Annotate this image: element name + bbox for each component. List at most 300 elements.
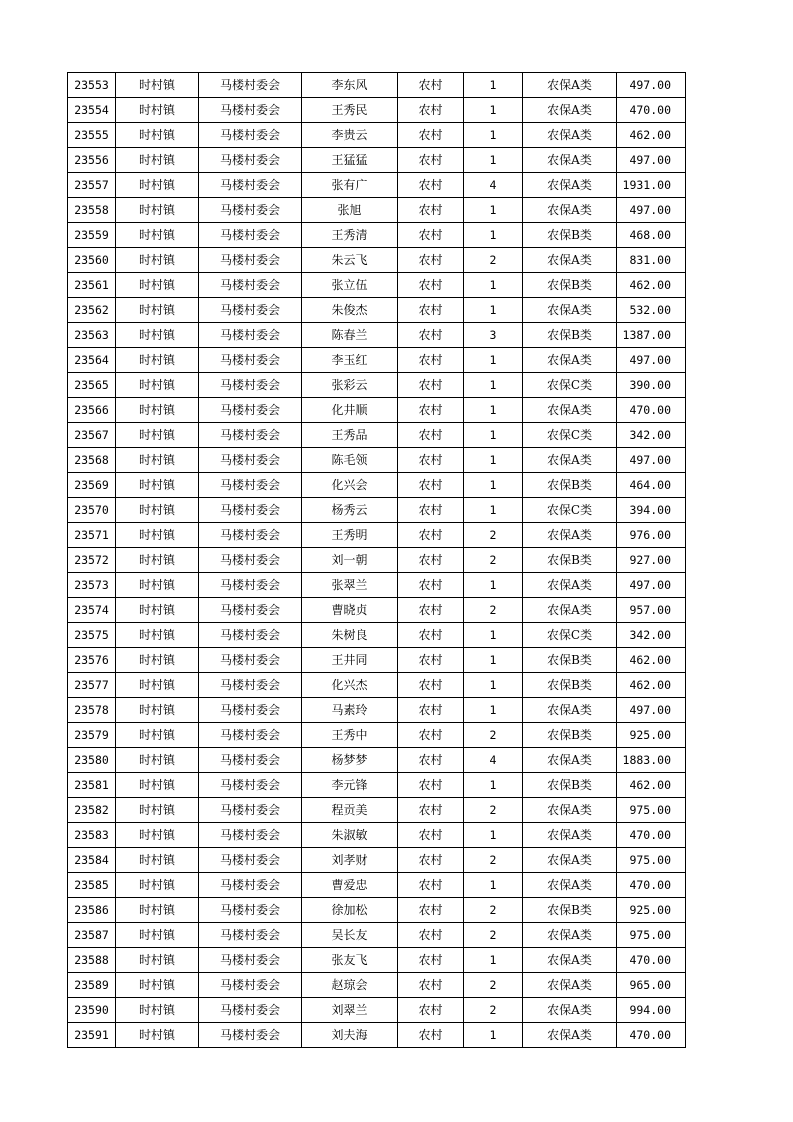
name-cell: 朱俊杰: [302, 298, 398, 323]
area-type-cell: 农村: [398, 773, 464, 798]
area-type-cell: 农村: [398, 98, 464, 123]
category-cell: 农保A类: [523, 923, 617, 948]
town-cell: 时村镇: [116, 698, 199, 723]
area-type-cell: 农村: [398, 473, 464, 498]
category-cell: 农保C类: [523, 423, 617, 448]
amount-cell: 497.00: [617, 198, 686, 223]
household-count-cell: 1: [464, 273, 523, 298]
household-count-cell: 1: [464, 498, 523, 523]
name-cell: 李贵云: [302, 123, 398, 148]
table-row: [68, 598, 686, 623]
category-cell: 农保A类: [523, 298, 617, 323]
row-id-cell: 23583: [68, 823, 116, 848]
table-row: [68, 998, 686, 1023]
category-cell: 农保B类: [523, 473, 617, 498]
category-cell: 农保A类: [523, 998, 617, 1023]
household-count-cell: 2: [464, 923, 523, 948]
name-cell: 王秀明: [302, 523, 398, 548]
table-row: [68, 223, 686, 248]
category-cell: 农保B类: [523, 323, 617, 348]
table-row: [68, 298, 686, 323]
table-row: [68, 948, 686, 973]
household-count-cell: 2: [464, 248, 523, 273]
row-id-cell: 23558: [68, 198, 116, 223]
category-cell: 农保A类: [523, 948, 617, 973]
household-count-cell: 2: [464, 798, 523, 823]
town-cell: 时村镇: [116, 873, 199, 898]
row-id-cell: 23572: [68, 548, 116, 573]
name-cell: 王秀清: [302, 223, 398, 248]
area-type-cell: 农村: [398, 998, 464, 1023]
category-cell: 农保B类: [523, 223, 617, 248]
household-count-cell: 1: [464, 398, 523, 423]
amount-cell: 390.00: [617, 373, 686, 398]
area-type-cell: 农村: [398, 748, 464, 773]
town-cell: 时村镇: [116, 748, 199, 773]
table-row: [68, 448, 686, 473]
town-cell: 时村镇: [116, 973, 199, 998]
table-row: [68, 548, 686, 573]
table-row: [68, 198, 686, 223]
area-type-cell: 农村: [398, 248, 464, 273]
table-row: [68, 248, 686, 273]
village-cell: 马楼村委会: [199, 398, 302, 423]
row-id-cell: 23570: [68, 498, 116, 523]
name-cell: 张有广: [302, 173, 398, 198]
category-cell: 农保A类: [523, 73, 617, 98]
name-cell: 化兴杰: [302, 673, 398, 698]
village-cell: 马楼村委会: [199, 148, 302, 173]
village-cell: 马楼村委会: [199, 573, 302, 598]
village-cell: 马楼村委会: [199, 423, 302, 448]
town-cell: 时村镇: [116, 523, 199, 548]
village-cell: 马楼村委会: [199, 223, 302, 248]
row-id-cell: 23585: [68, 873, 116, 898]
town-cell: 时村镇: [116, 448, 199, 473]
area-type-cell: 农村: [398, 498, 464, 523]
village-cell: 马楼村委会: [199, 498, 302, 523]
name-cell: 陈春兰: [302, 323, 398, 348]
row-id-cell: 23556: [68, 148, 116, 173]
amount-cell: 976.00: [617, 523, 686, 548]
area-type-cell: 农村: [398, 948, 464, 973]
table-row: [68, 423, 686, 448]
town-cell: 时村镇: [116, 98, 199, 123]
village-cell: 马楼村委会: [199, 248, 302, 273]
town-cell: 时村镇: [116, 423, 199, 448]
household-count-cell: 1: [464, 1023, 523, 1048]
area-type-cell: 农村: [398, 273, 464, 298]
village-cell: 马楼村委会: [199, 73, 302, 98]
name-cell: 化井顺: [302, 398, 398, 423]
row-id-cell: 23590: [68, 998, 116, 1023]
town-cell: 时村镇: [116, 148, 199, 173]
category-cell: 农保A类: [523, 173, 617, 198]
table-row: [68, 123, 686, 148]
name-cell: 刘夫海: [302, 1023, 398, 1048]
household-count-cell: 1: [464, 348, 523, 373]
name-cell: 张翠兰: [302, 573, 398, 598]
row-id-cell: 23565: [68, 373, 116, 398]
household-count-cell: 1: [464, 473, 523, 498]
row-id-cell: 23577: [68, 673, 116, 698]
amount-cell: 975.00: [617, 848, 686, 873]
town-cell: 时村镇: [116, 173, 199, 198]
row-id-cell: 23553: [68, 73, 116, 98]
area-type-cell: 农村: [398, 1023, 464, 1048]
table-row: [68, 73, 686, 98]
category-cell: 农保A类: [523, 873, 617, 898]
row-id-cell: 23566: [68, 398, 116, 423]
table-row: [68, 173, 686, 198]
town-cell: 时村镇: [116, 998, 199, 1023]
category-cell: 农保A类: [523, 973, 617, 998]
name-cell: 朱淑敏: [302, 823, 398, 848]
table-row: [68, 398, 686, 423]
category-cell: 农保A类: [523, 198, 617, 223]
household-count-cell: 1: [464, 298, 523, 323]
table-row: [68, 673, 686, 698]
area-type-cell: 农村: [398, 723, 464, 748]
household-count-cell: 1: [464, 873, 523, 898]
table-row: [68, 748, 686, 773]
area-type-cell: 农村: [398, 323, 464, 348]
row-id-cell: 23575: [68, 623, 116, 648]
village-cell: 马楼村委会: [199, 1023, 302, 1048]
name-cell: 程贡美: [302, 798, 398, 823]
row-id-cell: 23581: [68, 773, 116, 798]
village-cell: 马楼村委会: [199, 673, 302, 698]
town-cell: 时村镇: [116, 798, 199, 823]
name-cell: 王井同: [302, 648, 398, 673]
amount-cell: 462.00: [617, 773, 686, 798]
amount-cell: 927.00: [617, 548, 686, 573]
category-cell: 农保A类: [523, 248, 617, 273]
area-type-cell: 农村: [398, 898, 464, 923]
name-cell: 曹爱忠: [302, 873, 398, 898]
town-cell: 时村镇: [116, 498, 199, 523]
table-row: [68, 1023, 686, 1048]
amount-cell: 965.00: [617, 973, 686, 998]
name-cell: 曹晓贞: [302, 598, 398, 623]
amount-cell: 532.00: [617, 298, 686, 323]
name-cell: 朱树良: [302, 623, 398, 648]
name-cell: 杨梦梦: [302, 748, 398, 773]
amount-cell: 925.00: [617, 723, 686, 748]
town-cell: 时村镇: [116, 1023, 199, 1048]
name-cell: 刘翠兰: [302, 998, 398, 1023]
village-cell: 马楼村委会: [199, 348, 302, 373]
name-cell: 张旭: [302, 198, 398, 223]
household-count-cell: 1: [464, 698, 523, 723]
category-cell: 农保A类: [523, 848, 617, 873]
name-cell: 徐加松: [302, 898, 398, 923]
area-type-cell: 农村: [398, 848, 464, 873]
town-cell: 时村镇: [116, 898, 199, 923]
area-type-cell: 农村: [398, 823, 464, 848]
row-id-cell: 23562: [68, 298, 116, 323]
row-id-cell: 23555: [68, 123, 116, 148]
table-row: [68, 923, 686, 948]
row-id-cell: 23582: [68, 798, 116, 823]
table-row: [68, 798, 686, 823]
area-type-cell: 农村: [398, 348, 464, 373]
town-cell: 时村镇: [116, 223, 199, 248]
village-cell: 马楼村委会: [199, 323, 302, 348]
town-cell: 时村镇: [116, 348, 199, 373]
area-type-cell: 农村: [398, 573, 464, 598]
table-row: [68, 273, 686, 298]
name-cell: 王秀品: [302, 423, 398, 448]
town-cell: 时村镇: [116, 723, 199, 748]
row-id-cell: 23567: [68, 423, 116, 448]
area-type-cell: 农村: [398, 423, 464, 448]
village-cell: 马楼村委会: [199, 773, 302, 798]
household-count-cell: 2: [464, 723, 523, 748]
town-cell: 时村镇: [116, 123, 199, 148]
area-type-cell: 农村: [398, 398, 464, 423]
household-count-cell: 1: [464, 223, 523, 248]
table-row: [68, 323, 686, 348]
name-cell: 王秀民: [302, 98, 398, 123]
area-type-cell: 农村: [398, 373, 464, 398]
household-count-cell: 2: [464, 548, 523, 573]
household-count-cell: 1: [464, 373, 523, 398]
town-cell: 时村镇: [116, 848, 199, 873]
household-count-cell: 1: [464, 423, 523, 448]
amount-cell: 342.00: [617, 623, 686, 648]
village-cell: 马楼村委会: [199, 848, 302, 873]
amount-cell: 470.00: [617, 948, 686, 973]
amount-cell: 470.00: [617, 873, 686, 898]
area-type-cell: 农村: [398, 198, 464, 223]
household-count-cell: 1: [464, 823, 523, 848]
name-cell: 张立伍: [302, 273, 398, 298]
category-cell: 农保A类: [523, 598, 617, 623]
amount-cell: 925.00: [617, 898, 686, 923]
household-count-cell: 1: [464, 148, 523, 173]
town-cell: 时村镇: [116, 773, 199, 798]
household-count-cell: 1: [464, 623, 523, 648]
town-cell: 时村镇: [116, 198, 199, 223]
area-type-cell: 农村: [398, 648, 464, 673]
household-count-cell: 1: [464, 573, 523, 598]
amount-cell: 497.00: [617, 448, 686, 473]
row-id-cell: 23579: [68, 723, 116, 748]
amount-cell: 975.00: [617, 923, 686, 948]
table-row: [68, 148, 686, 173]
town-cell: 时村镇: [116, 473, 199, 498]
household-count-cell: 2: [464, 598, 523, 623]
area-type-cell: 农村: [398, 148, 464, 173]
name-cell: 王秀中: [302, 723, 398, 748]
amount-cell: 497.00: [617, 73, 686, 98]
amount-cell: 1883.00: [617, 748, 686, 773]
name-cell: 化兴会: [302, 473, 398, 498]
town-cell: 时村镇: [116, 273, 199, 298]
category-cell: 农保A类: [523, 348, 617, 373]
row-id-cell: 23588: [68, 948, 116, 973]
table-row: [68, 473, 686, 498]
table-row: [68, 698, 686, 723]
category-cell: 农保C类: [523, 498, 617, 523]
area-type-cell: 农村: [398, 698, 464, 723]
household-count-cell: 2: [464, 998, 523, 1023]
amount-cell: 497.00: [617, 698, 686, 723]
name-cell: 朱云飞: [302, 248, 398, 273]
village-cell: 马楼村委会: [199, 723, 302, 748]
name-cell: 赵琼会: [302, 973, 398, 998]
row-id-cell: 23564: [68, 348, 116, 373]
name-cell: 李元锋: [302, 773, 398, 798]
village-cell: 马楼村委会: [199, 698, 302, 723]
name-cell: 张友飞: [302, 948, 398, 973]
name-cell: 马素玲: [302, 698, 398, 723]
table-body: [68, 73, 686, 1048]
table-row: [68, 898, 686, 923]
category-cell: 农保A类: [523, 798, 617, 823]
household-count-cell: 1: [464, 948, 523, 973]
amount-cell: 462.00: [617, 648, 686, 673]
table-row: [68, 498, 686, 523]
village-cell: 马楼村委会: [199, 873, 302, 898]
row-id-cell: 23576: [68, 648, 116, 673]
name-cell: 张彩云: [302, 373, 398, 398]
amount-cell: 470.00: [617, 398, 686, 423]
table-row: [68, 373, 686, 398]
category-cell: 农保C类: [523, 623, 617, 648]
table-row: [68, 723, 686, 748]
amount-cell: 1387.00: [617, 323, 686, 348]
town-cell: 时村镇: [116, 398, 199, 423]
area-type-cell: 农村: [398, 123, 464, 148]
table-row: [68, 648, 686, 673]
name-cell: 刘一朝: [302, 548, 398, 573]
category-cell: 农保A类: [523, 523, 617, 548]
amount-cell: 468.00: [617, 223, 686, 248]
town-cell: 时村镇: [116, 73, 199, 98]
name-cell: 王猛猛: [302, 148, 398, 173]
row-id-cell: 23563: [68, 323, 116, 348]
town-cell: 时村镇: [116, 923, 199, 948]
table-row: [68, 973, 686, 998]
area-type-cell: 农村: [398, 548, 464, 573]
name-cell: 刘孝财: [302, 848, 398, 873]
amount-cell: 831.00: [617, 248, 686, 273]
town-cell: 时村镇: [116, 648, 199, 673]
category-cell: 农保B类: [523, 723, 617, 748]
amount-cell: 464.00: [617, 473, 686, 498]
area-type-cell: 农村: [398, 223, 464, 248]
category-cell: 农保A类: [523, 748, 617, 773]
area-type-cell: 农村: [398, 873, 464, 898]
category-cell: 农保A类: [523, 148, 617, 173]
row-id-cell: 23560: [68, 248, 116, 273]
table-row: [68, 623, 686, 648]
area-type-cell: 农村: [398, 73, 464, 98]
category-cell: 农保B类: [523, 273, 617, 298]
village-cell: 马楼村委会: [199, 273, 302, 298]
town-cell: 时村镇: [116, 548, 199, 573]
village-cell: 马楼村委会: [199, 623, 302, 648]
area-type-cell: 农村: [398, 923, 464, 948]
town-cell: 时村镇: [116, 623, 199, 648]
table-row: [68, 348, 686, 373]
row-id-cell: 23587: [68, 923, 116, 948]
village-cell: 马楼村委会: [199, 373, 302, 398]
row-id-cell: 23589: [68, 973, 116, 998]
row-id-cell: 23573: [68, 573, 116, 598]
amount-cell: 342.00: [617, 423, 686, 448]
category-cell: 农保A类: [523, 398, 617, 423]
village-cell: 马楼村委会: [199, 523, 302, 548]
village-cell: 马楼村委会: [199, 798, 302, 823]
amount-cell: 497.00: [617, 573, 686, 598]
row-id-cell: 23574: [68, 598, 116, 623]
town-cell: 时村镇: [116, 298, 199, 323]
village-cell: 马楼村委会: [199, 198, 302, 223]
village-cell: 马楼村委会: [199, 948, 302, 973]
category-cell: 农保B类: [523, 773, 617, 798]
area-type-cell: 农村: [398, 798, 464, 823]
row-id-cell: 23578: [68, 698, 116, 723]
town-cell: 时村镇: [116, 598, 199, 623]
row-id-cell: 23591: [68, 1023, 116, 1048]
village-cell: 马楼村委会: [199, 98, 302, 123]
table-row: [68, 523, 686, 548]
amount-cell: 497.00: [617, 348, 686, 373]
table-row: [68, 873, 686, 898]
row-id-cell: 23584: [68, 848, 116, 873]
village-cell: 马楼村委会: [199, 548, 302, 573]
area-type-cell: 农村: [398, 523, 464, 548]
amount-cell: 462.00: [617, 273, 686, 298]
category-cell: 农保A类: [523, 823, 617, 848]
amount-cell: 957.00: [617, 598, 686, 623]
town-cell: 时村镇: [116, 673, 199, 698]
row-id-cell: 23580: [68, 748, 116, 773]
village-cell: 马楼村委会: [199, 173, 302, 198]
amount-cell: 462.00: [617, 123, 686, 148]
amount-cell: 394.00: [617, 498, 686, 523]
category-cell: 农保A类: [523, 123, 617, 148]
village-cell: 马楼村委会: [199, 123, 302, 148]
town-cell: 时村镇: [116, 573, 199, 598]
row-id-cell: 23561: [68, 273, 116, 298]
category-cell: 农保A类: [523, 698, 617, 723]
area-type-cell: 农村: [398, 973, 464, 998]
category-cell: 农保B类: [523, 648, 617, 673]
household-count-cell: 3: [464, 323, 523, 348]
area-type-cell: 农村: [398, 623, 464, 648]
row-id-cell: 23569: [68, 473, 116, 498]
household-count-cell: 2: [464, 973, 523, 998]
town-cell: 时村镇: [116, 248, 199, 273]
household-count-cell: 4: [464, 173, 523, 198]
amount-cell: 1931.00: [617, 173, 686, 198]
name-cell: 李玉红: [302, 348, 398, 373]
village-cell: 马楼村委会: [199, 973, 302, 998]
row-id-cell: 23568: [68, 448, 116, 473]
row-id-cell: 23559: [68, 223, 116, 248]
data-table: [67, 72, 686, 1048]
amount-cell: 462.00: [617, 673, 686, 698]
amount-cell: 497.00: [617, 148, 686, 173]
household-count-cell: 1: [464, 123, 523, 148]
category-cell: 农保B类: [523, 548, 617, 573]
table-row: [68, 848, 686, 873]
household-count-cell: 2: [464, 848, 523, 873]
